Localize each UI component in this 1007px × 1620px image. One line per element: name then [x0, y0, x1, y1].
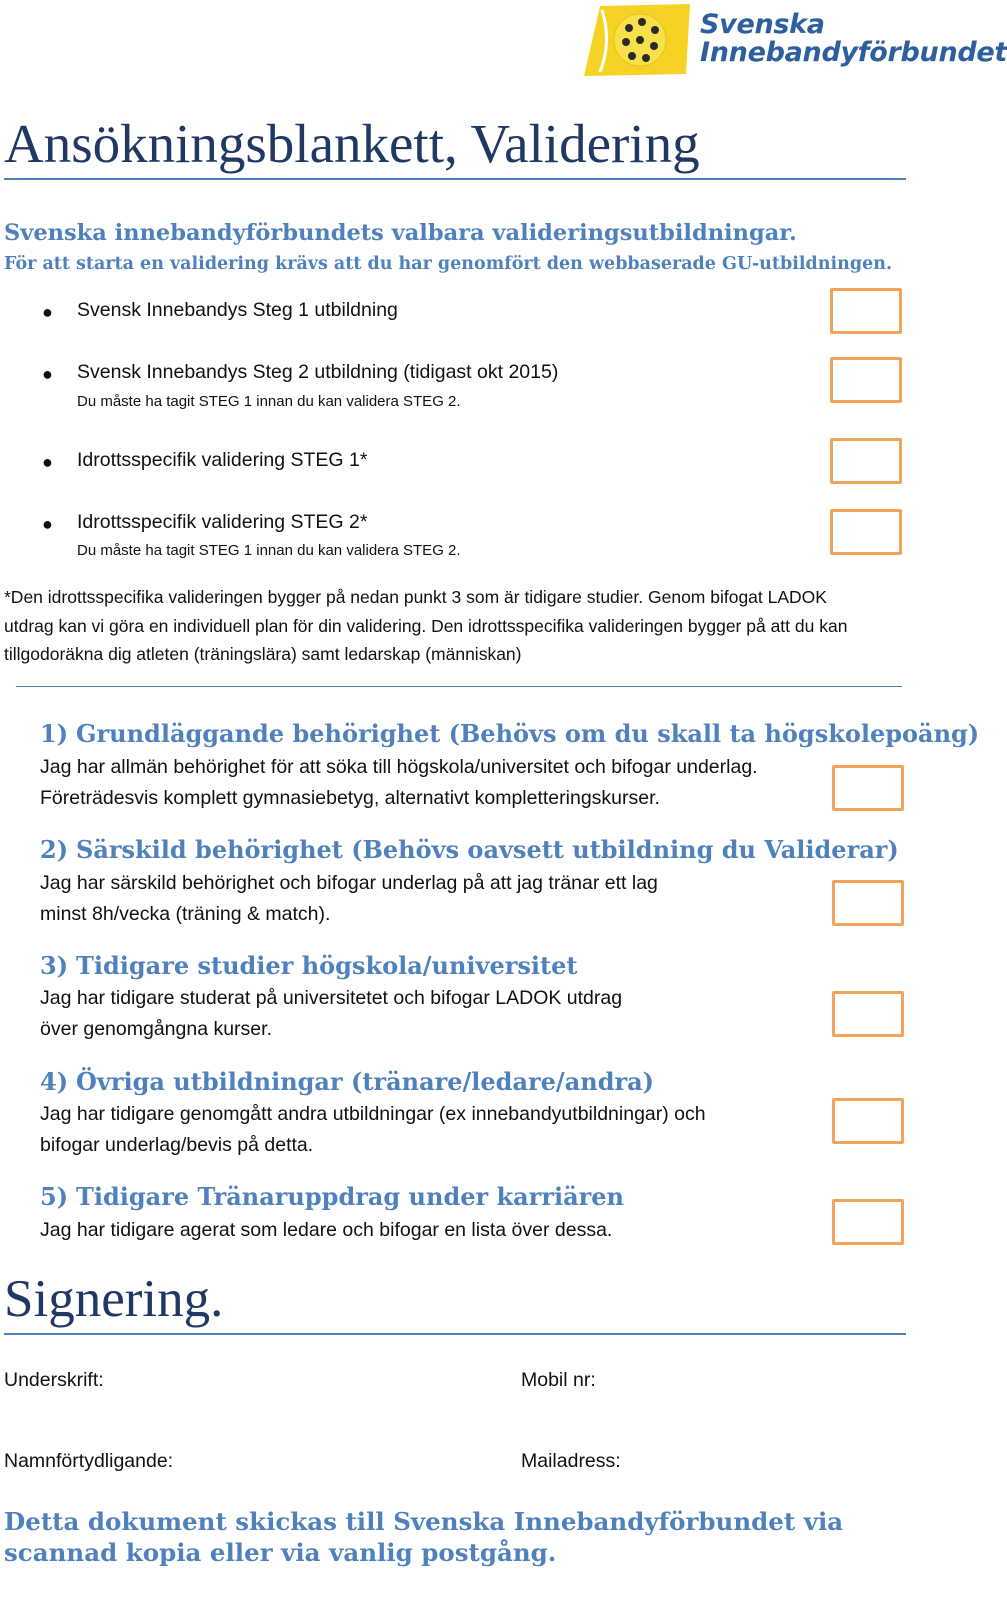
footnote-paragraph — [4, 583, 924, 669]
section-line: Företrädesvis komplett gymnasiebetyg, alternativt kompletteringskurser. — [40, 787, 660, 809]
signature-label: Underskrift: — [4, 1369, 104, 1391]
bullet-icon: ● — [42, 364, 53, 384]
intro-heading: Svenska innebandyförbundets valbara valideringsutbildningar. — [4, 220, 797, 246]
section-3-heading — [40, 950, 577, 982]
section-number: 1) — [40, 719, 69, 748]
option-label-steg1: Svensk Innebandys Steg 1 utbildning — [77, 299, 398, 321]
section-line: Jag har tidigare studerat på universitetet och bifogar LADOK utdrag — [40, 987, 623, 1009]
section-3-body — [40, 983, 622, 1045]
section-1-body — [40, 752, 758, 814]
bullet-icon: ● — [42, 302, 53, 322]
option-label-idrott-steg1: Idrottsspecifik validering STEG 1* — [77, 449, 368, 471]
logo — [582, 2, 1007, 80]
section-number: 2) — [40, 835, 69, 864]
section-number: 3) — [40, 951, 69, 980]
section-line: Jag har särskild behörighet och bifogar underlag på att jag tränar ett lag — [40, 872, 658, 894]
checkbox-idrott-steg2[interactable] — [830, 509, 902, 555]
footnote-line: tillgodoräkna dig atleten (träningslära) samt ledarskap (människan) — [4, 644, 522, 664]
option-label-steg2: Svensk Innebandys Steg 2 utbildning (tidigast okt 2015) — [77, 361, 559, 383]
signing-heading: Signering. — [4, 1270, 224, 1328]
checkbox-section-5[interactable] — [832, 1199, 904, 1245]
checkbox-section-1[interactable] — [832, 765, 904, 811]
name-clarification-label: Namnförtydligande: — [4, 1450, 174, 1472]
title-divider — [4, 178, 906, 180]
bullet-icon: ● — [42, 514, 53, 534]
section-number: 5) — [40, 1182, 69, 1211]
section-1-heading — [40, 718, 979, 750]
option-label-idrott-steg2: Idrottsspecifik validering STEG 2* — [77, 511, 368, 533]
signing-divider — [4, 1333, 906, 1335]
logo-mark — [582, 2, 694, 78]
section-divider — [16, 686, 902, 687]
footnote-line: utdrag kan vi göra en individuell plan för din validering. Den idrottsspecifika valideringen bygger på att du kan — [4, 615, 848, 636]
section-5-heading — [40, 1181, 624, 1213]
footnote-line: *Den idrottsspecifika valideringen bygger på nedan punkt 3 som är tidigare studier. Genom bifogat LADOK — [4, 587, 827, 607]
section-line: Jag har tidigare agerat som ledare och bifogar en lista över dessa. — [40, 1219, 613, 1241]
section-2-body — [40, 868, 658, 930]
checkbox-steg2[interactable] — [830, 357, 902, 403]
section-2-heading — [40, 834, 899, 866]
section-number: 4) — [40, 1067, 69, 1096]
section-line: bifogar underlag/bevis på detta. — [40, 1134, 314, 1156]
section-title: Övriga utbildningar (tränare/ledare/andra) — [76, 1067, 655, 1096]
section-4-body — [40, 1099, 706, 1161]
section-title: Tidigare studier högskola/universitet — [76, 951, 578, 980]
mobile-label: Mobil nr: — [521, 1369, 596, 1391]
section-title: Grundläggande behörighet (Behövs om du skall ta högskolepoäng) — [76, 719, 980, 748]
section-title: Tidigare Tränaruppdrag under karriären — [76, 1182, 625, 1211]
checkbox-idrott-steg1[interactable] — [830, 438, 902, 484]
section-line: minst 8h/vecka (träning & match). — [40, 903, 331, 925]
checkbox-section-2[interactable] — [832, 880, 904, 926]
intro-subheading: För att starta en validering krävs att du har genomfört den webbaserade GU-utbildningen. — [4, 254, 893, 274]
checkbox-section-4[interactable] — [832, 1098, 904, 1144]
bullet-icon: ● — [42, 452, 53, 472]
section-line: Jag har tidigare genomgått andra utbildningar (ex innebandyutbildningar) och — [40, 1103, 706, 1125]
checkbox-section-3[interactable] — [832, 991, 904, 1037]
section-title: Särskild behörighet (Behövs oavsett utbildning du Validerar) — [76, 835, 899, 864]
logo-line-1: Svenska — [700, 9, 825, 40]
section-5-body — [40, 1215, 612, 1246]
section-line: över genomgångna kurser. — [40, 1018, 272, 1040]
checkbox-steg1[interactable] — [830, 288, 902, 334]
section-line: Jag har allmän behörighet för att söka till högskola/universitet och bifogar underlag. — [40, 756, 758, 778]
email-label: Mailadress: — [521, 1450, 621, 1472]
logo-line-2: Innebandyförbundet — [700, 37, 1007, 68]
option-note-steg2: Du måste ha tagit STEG 1 innan du kan validera STEG 2. — [77, 393, 461, 410]
page-title: Ansökningsblankett, Validering — [4, 113, 700, 174]
section-4-heading — [40, 1066, 654, 1098]
footer-note: Detta dokument skickas till Svenska Innebandyförbundet via scannad kopia eller via vanlig postgång. — [4, 1507, 844, 1567]
option-note-idrott-steg2: Du måste ha tagit STEG 1 innan du kan validera STEG 2. — [77, 542, 461, 559]
